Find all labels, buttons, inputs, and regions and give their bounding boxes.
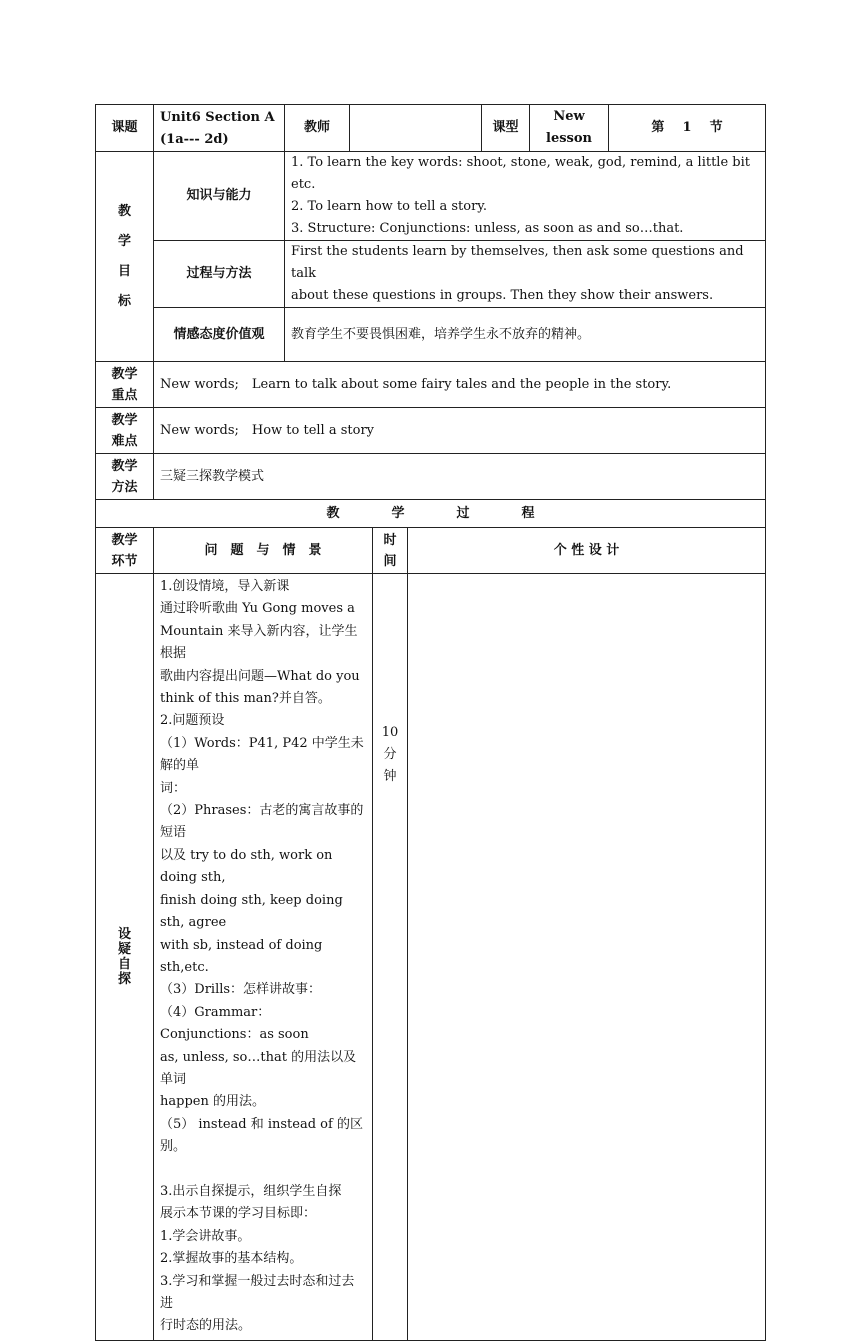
objective-knowledge-row xyxy=(96,152,766,241)
method-content: 三疑三探教学模式 xyxy=(154,454,766,500)
section-prefix: 第 xyxy=(651,120,665,135)
stage-line: as, unless, so…that 的用法以及单词 xyxy=(160,1049,357,1087)
method-label xyxy=(96,454,154,500)
difficulties-content: New words; How to tell a story xyxy=(154,408,766,454)
stage-line: 3.学习和掌握一般过去时态和过去进 xyxy=(160,1273,355,1311)
header-row xyxy=(96,105,766,152)
key-points-row xyxy=(96,362,766,408)
stage-design xyxy=(408,574,766,1341)
section-number xyxy=(609,105,766,152)
difficulties-label xyxy=(96,408,154,454)
knowledge-label: 知识与能力 xyxy=(154,152,285,241)
type-value-line-2: lesson xyxy=(546,131,592,146)
stage-line: （2）Phrases：古老的寓言故事的短语 xyxy=(160,803,364,841)
objective-emotion-row xyxy=(96,308,766,362)
stage-header-line-1: 教学 xyxy=(111,532,138,548)
stage-label-char-2: 疑 xyxy=(117,941,131,957)
key-points-label xyxy=(96,362,154,408)
key-points-label-line-1: 教学 xyxy=(111,366,138,382)
stage-line: 展示本节课的学习目标即： xyxy=(160,1206,317,1222)
method-label-line-2: 方法 xyxy=(111,479,138,495)
process-header-row xyxy=(96,528,766,574)
topic-value: Unit6 Section A (1a--- 2d) xyxy=(154,105,285,152)
stage-label-char-1: 设 xyxy=(117,926,131,942)
stage-row xyxy=(96,574,766,1341)
process-title: 教 学 过 程 xyxy=(96,500,766,528)
objectives-label-char-2: 学 xyxy=(117,233,131,249)
objectives-label-char-3: 目 xyxy=(117,263,131,279)
stage-line-blank xyxy=(160,1159,366,1181)
stage-line: 3.出示自探提示，组织学生自探 xyxy=(160,1183,342,1199)
time-header-line-2: 间 xyxy=(383,553,397,569)
stage-time-unit-1: 分 xyxy=(383,747,397,762)
stage-line: 词： xyxy=(160,780,187,796)
time-header xyxy=(373,528,408,574)
stage-line: think of this man?并自答。 xyxy=(160,691,331,707)
stage-line: 2.问题预设 xyxy=(160,713,225,729)
stage-line: Mountain 来导入新内容，让学生根据 xyxy=(160,623,358,662)
lesson-plan-table xyxy=(95,104,766,1341)
section-value: 1 xyxy=(682,120,692,135)
stage-line: 歌曲内容提出问题—What do you xyxy=(160,668,360,684)
stage-line: （5） instead 和 instead of 的区别。 xyxy=(160,1116,363,1155)
stage-time xyxy=(373,574,408,1341)
knowledge-line-3: 3. Structure: Conjunctions: unless, as soon as and so…that. xyxy=(291,221,684,236)
stage-line: with sb, instead of doing sth,etc. xyxy=(160,937,323,975)
process-line-2: about these questions in groups. Then they show their answers. xyxy=(291,288,714,303)
stage-line: finish doing sth, keep doing sth, agree xyxy=(160,892,343,931)
knowledge-line-2: 2. To learn how to tell a story. xyxy=(291,199,488,214)
method-label-line-1: 教学 xyxy=(111,458,138,474)
stage-line: happen 的用法。 xyxy=(160,1094,265,1110)
lesson-plan-page xyxy=(95,104,765,1341)
type-value xyxy=(530,105,609,152)
objective-process-row xyxy=(96,241,766,308)
stage-line: 2.掌握故事的基本结构。 xyxy=(160,1251,303,1267)
topic-label: 课题 xyxy=(96,105,154,152)
type-value-line-1: New xyxy=(553,109,585,124)
method-row xyxy=(96,454,766,500)
questions-header: 问 题 与 情 景 xyxy=(154,528,373,574)
stage-header xyxy=(96,528,154,574)
difficulties-label-line-2: 难点 xyxy=(111,433,138,449)
objectives-label-char-1: 教 xyxy=(117,203,131,219)
stage-line: （3）Drills：怎样讲故事： xyxy=(160,982,322,998)
objectives-label xyxy=(96,152,154,362)
stage-label xyxy=(96,574,154,1341)
process-content xyxy=(285,241,766,308)
stage-line: 1.学会讲故事。 xyxy=(160,1228,251,1244)
time-header-line-1: 时 xyxy=(383,532,397,548)
stage-line: 通过聆听歌曲 Yu Gong moves a xyxy=(160,601,355,617)
stage-line: 以及 try to do sth, work on doing sth, xyxy=(160,847,333,886)
knowledge-content xyxy=(285,152,766,241)
emotion-label: 情感态度价值观 xyxy=(154,308,285,362)
type-label: 课型 xyxy=(482,105,530,152)
key-points-label-line-2: 重点 xyxy=(111,387,138,403)
emotion-content: 教育学生不要畏惧困难，培养学生永不放弃的精神。 xyxy=(285,308,766,362)
process-label: 过程与方法 xyxy=(154,241,285,308)
stage-content xyxy=(154,574,373,1341)
key-points-content: New words; Learn to talk about some fairy tales and the people in the story. xyxy=(154,362,766,408)
section-suffix: 节 xyxy=(709,120,723,135)
stage-label-char-4: 探 xyxy=(117,971,131,987)
difficulties-row xyxy=(96,408,766,454)
knowledge-line-1: 1. To learn the key words: shoot, stone, weak, god, remind, a little bit etc. xyxy=(291,155,750,192)
stage-line: （1）Words：P41, P42 中学生未解的单 xyxy=(160,735,364,774)
process-title-row xyxy=(96,500,766,528)
stage-header-line-2: 环节 xyxy=(111,553,138,569)
teacher-value xyxy=(350,105,482,152)
stage-time-unit-2: 钟 xyxy=(383,769,397,784)
teacher-label: 教师 xyxy=(285,105,350,152)
process-line-1: First the students learn by themselves, then ask some questions and talk xyxy=(291,244,744,281)
stage-line: 行时态的用法。 xyxy=(160,1318,252,1334)
stage-time-value: 10 xyxy=(381,725,399,740)
design-header: 个 性 设 计 xyxy=(408,528,766,574)
stage-line: 1.创设情境，导入新课 xyxy=(160,579,290,594)
difficulties-label-line-1: 教学 xyxy=(111,412,138,428)
objectives-label-char-4: 标 xyxy=(117,293,131,309)
stage-label-char-3: 自 xyxy=(117,956,131,972)
stage-line: （4）Grammar：Conjunctions：as soon xyxy=(160,1004,309,1043)
